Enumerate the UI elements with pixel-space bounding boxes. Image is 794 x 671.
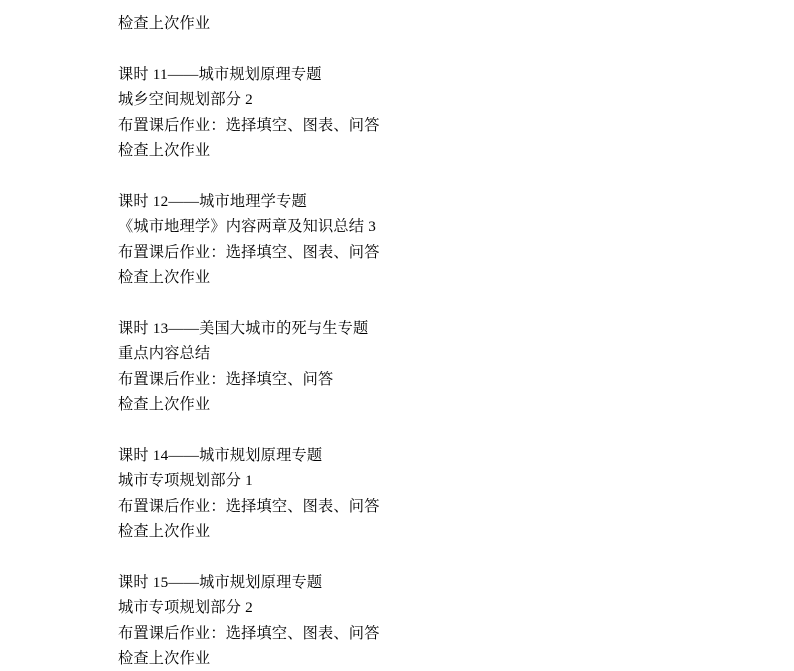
text-line: 课时 15——城市规划原理专题 [118,573,323,591]
text-line: 课时 11——城市规划原理专题 [118,65,322,83]
text-line: 检查上次作业 [118,650,211,668]
paragraph-spacer [118,163,718,188]
text-line: 布置课后作业：选择填空、图表、问答 [118,497,380,515]
text-line: 城市专项规划部分 2 [118,599,253,617]
paragraph-block [118,570,718,671]
paragraph-block [118,443,718,545]
paragraph-spacer [118,290,718,315]
text-line: 布置课后作业：选择填空、图表、问答 [118,243,380,261]
text-line: 城乡空间规划部分 2 [118,91,253,109]
text-line: 《城市地理学》内容两章及知识总结 3 [118,218,376,236]
text-line: 检查上次作业 [118,269,211,287]
text-line: 检查上次作业 [118,142,211,160]
text-line: 课时 12——城市地理学专题 [118,192,307,210]
paragraph-block [118,316,718,418]
paragraph-block [118,62,718,164]
text-line: 课时 14——城市规划原理专题 [118,446,323,464]
paragraph-block [118,11,718,36]
paragraph-block [118,189,718,291]
paragraph-spacer [118,36,718,61]
text-line: 布置课后作业：选择填空、图表、问答 [118,624,380,642]
document-body [118,11,718,671]
text-line: 布置课后作业：选择填空、图表、问答 [118,116,380,134]
text-line: 检查上次作业 [118,15,211,32]
text-line: 检查上次作业 [118,523,211,541]
text-line: 布置课后作业：选择填空、问答 [118,370,334,388]
paragraph-spacer [118,417,718,442]
text-line: 检查上次作业 [118,396,211,414]
text-line: 重点内容总结 [118,345,211,363]
text-line: 城市专项规划部分 1 [118,472,253,490]
paragraph-spacer [118,544,718,569]
text-line: 课时 13——美国大城市的死与生专题 [118,319,369,337]
